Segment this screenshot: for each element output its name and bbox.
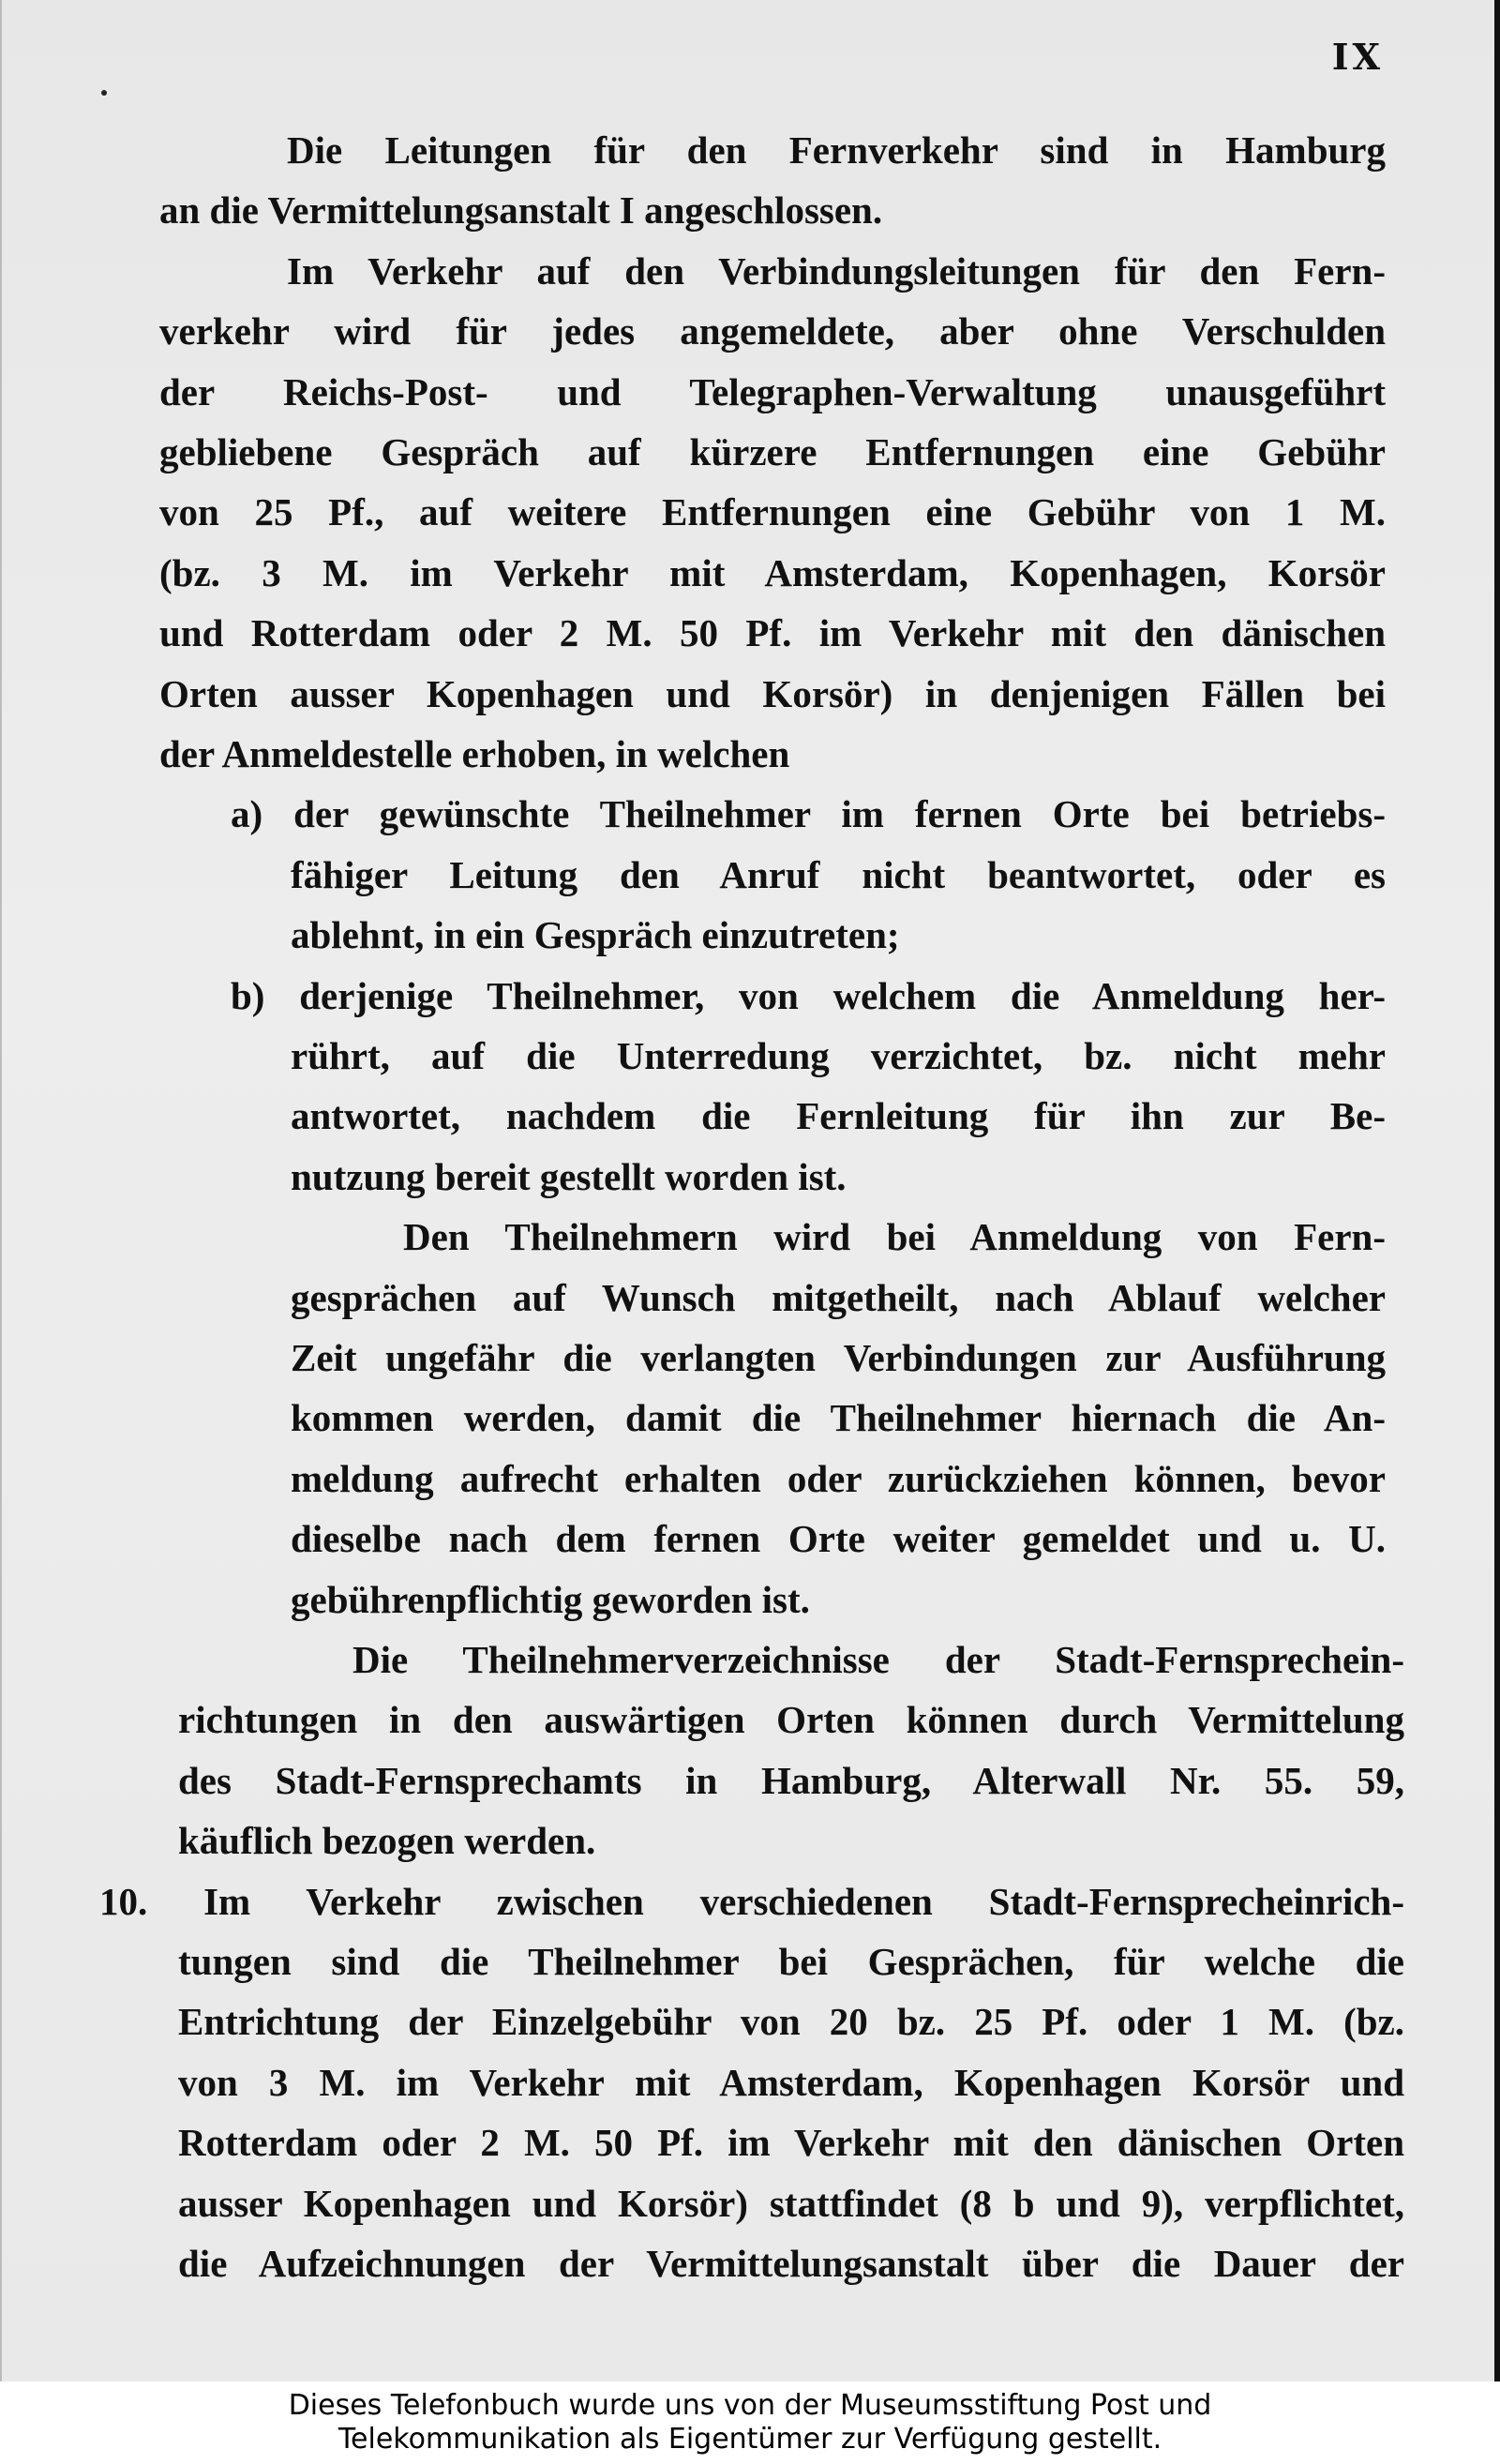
page-number: IX bbox=[1331, 36, 1384, 78]
text-line-content: (bz. 3 M. im Verkehr mit Amsterdam, Kopenhagen, Korsör bbox=[159, 550, 1386, 594]
text-line bbox=[159, 180, 883, 240]
text-line bbox=[291, 1268, 1386, 1328]
text-line-content: Den Theilnehmern wird bei Anmeldung von Fern- bbox=[403, 1215, 1386, 1259]
text-line bbox=[178, 2173, 1404, 2233]
text-line-content: meldung aufrecht erhalten oder zurückziehen können, bevor bbox=[291, 1456, 1386, 1500]
text-line bbox=[291, 1388, 1386, 1448]
footer-line-2: Telekommunikation als Eigentümer zur Verfügung gestellt. bbox=[338, 2423, 1162, 2456]
text-line bbox=[291, 1509, 1386, 1569]
text-line-content: Rotterdam oder 2 M. 50 Pf. im Verkehr mit den dänischen Orten bbox=[178, 2121, 1404, 2165]
text-line bbox=[287, 241, 1386, 301]
text-line bbox=[403, 1207, 1386, 1267]
text-line-content: kommen werden, damit die Theilnehmer hiernach die An- bbox=[291, 1396, 1386, 1440]
text-line bbox=[159, 543, 1386, 603]
text-line-content: rührt, auf die Unterredung verzichtet, bz. nicht mehr bbox=[291, 1034, 1386, 1077]
scan-right-edge bbox=[1494, 0, 1500, 2381]
text-line-content: Die Theilnehmerverzeichnisse der Stadt-Fernsprechein- bbox=[352, 1638, 1404, 1681]
text-line bbox=[291, 1086, 1386, 1146]
ink-speck bbox=[101, 90, 107, 96]
text-line-content: Im Verkehr auf den Verbindungsleitungen für den Fern- bbox=[287, 248, 1386, 293]
text-line bbox=[291, 1449, 1386, 1509]
text-line bbox=[159, 362, 1386, 422]
text-line-content: tungen sind die Theilnehmer bei Gesprächen, für welche die bbox=[178, 1940, 1404, 1983]
text-line-content: fähiger Leitung den Anruf nicht beantwortet, oder es bbox=[291, 852, 1386, 896]
text-line-content: Zeit ungefähr die verlangten Verbindungen zur Ausführung bbox=[291, 1336, 1386, 1379]
text-line bbox=[178, 1991, 1404, 2051]
text-line-content: der Anmeldestelle erhoben, in welchen bbox=[159, 732, 790, 775]
text-line bbox=[178, 1931, 1404, 1991]
text-line bbox=[178, 1690, 1404, 1750]
text-line-content: Die Leitungen für den Fernverkehr sind in Hamburg bbox=[287, 128, 1386, 172]
scan-left-edge bbox=[0, 0, 2, 2381]
text-line bbox=[178, 2233, 1404, 2293]
text-line bbox=[178, 1750, 1404, 1810]
text-line-content: käuflich bezogen werden. bbox=[178, 1819, 596, 1863]
text-line-content: b) derjenige Theilnehmer, von welchem die Anmeldung her- bbox=[231, 973, 1386, 1017]
text-line-content: Entrichtung der Einzelgebühr von 20 bz. 25 Pf. oder 1 M. (bz. bbox=[178, 2000, 1404, 2044]
footer-line-1: Dieses Telefonbuch wurde uns von der Museumsstiftung Post und bbox=[288, 2389, 1212, 2422]
text-line bbox=[291, 905, 1012, 965]
text-line-content: an die Vermittelungsanstalt I angeschlossen. bbox=[159, 188, 883, 233]
text-line bbox=[291, 1328, 1386, 1388]
text-line-content: von 3 M. im Verkehr mit Amsterdam, Kopenhagen Korsör und bbox=[178, 2060, 1404, 2104]
text-line bbox=[352, 1630, 1404, 1690]
text-line-content: gebliebene Gespräch auf kürzere Entfernungen eine Gebühr bbox=[159, 430, 1386, 473]
text-line-content: des Stadt-Fernsprechamts in Hamburg, Alterwall Nr. 55. 59, bbox=[178, 1758, 1404, 1802]
text-line bbox=[159, 482, 1386, 542]
text-line bbox=[99, 1871, 1404, 1931]
text-line bbox=[159, 422, 1386, 482]
text-line bbox=[231, 966, 1386, 1026]
text-line bbox=[159, 603, 1386, 663]
text-line bbox=[159, 724, 881, 784]
text-line bbox=[231, 784, 1386, 844]
text-line-content: verkehr wird für jedes angemeldete, aber ohne Verschulden bbox=[159, 309, 1386, 353]
text-line bbox=[159, 301, 1386, 361]
text-line-content: und Rotterdam oder 2 M. 50 Pf. im Verkehr mit den dänischen bbox=[159, 611, 1386, 655]
text-line-content: antwortet, nachdem die Fernleitung für ihn zur Be- bbox=[291, 1094, 1386, 1138]
footer-notice bbox=[0, 2381, 1500, 2464]
text-line-content: 10. Im Verkehr zwischen verschiedenen Stadt-Fernsprecheinrich- bbox=[99, 1879, 1404, 1923]
text-line-content: richtungen in den auswärtigen Orten können durch Vermittelung bbox=[178, 1698, 1404, 1742]
text-line bbox=[178, 2112, 1404, 2172]
text-line-content: dieselbe nach dem fernen Orte weiter gemeldet und u. U. bbox=[291, 1517, 1386, 1561]
text-line bbox=[178, 1810, 675, 1871]
text-line bbox=[291, 1147, 1003, 1207]
text-line-content: ablehnt, in ein Gespräch einzutreten; bbox=[291, 913, 900, 957]
text-line bbox=[291, 845, 1386, 905]
text-line-content: der Reichs-Post- und Telegraphen-Verwaltung unausgeführt bbox=[159, 369, 1386, 413]
text-line-content: nutzung bereit gestellt worden ist. bbox=[291, 1154, 847, 1198]
text-line-content: von 25 Pf., auf weitere Entfernungen eine Gebühr von 1 M. bbox=[159, 490, 1386, 534]
text-line bbox=[291, 1026, 1386, 1086]
text-line-content: Orten ausser Kopenhagen und Korsör) in denjenigen Fällen bei bbox=[159, 671, 1386, 715]
text-line bbox=[178, 2052, 1404, 2112]
text-line bbox=[159, 664, 1386, 724]
text-line-content: gebührenpflichtig geworden ist. bbox=[291, 1577, 810, 1621]
text-line bbox=[287, 120, 1386, 180]
text-line-content: a) der gewünschte Theilnehmer im fernen Orte bei betriebs- bbox=[231, 792, 1386, 836]
text-line-content: die Aufzeichnungen der Vermittelungsanstalt über die Dauer der bbox=[178, 2242, 1404, 2285]
text-line-content: ausser Kopenhagen und Korsör) stattfindet (8 b und 9), verpflichtet, bbox=[178, 2181, 1404, 2225]
text-line-content: gesprächen auf Wunsch mitgetheilt, nach Ablauf welcher bbox=[291, 1275, 1386, 1319]
text-line bbox=[291, 1570, 994, 1630]
